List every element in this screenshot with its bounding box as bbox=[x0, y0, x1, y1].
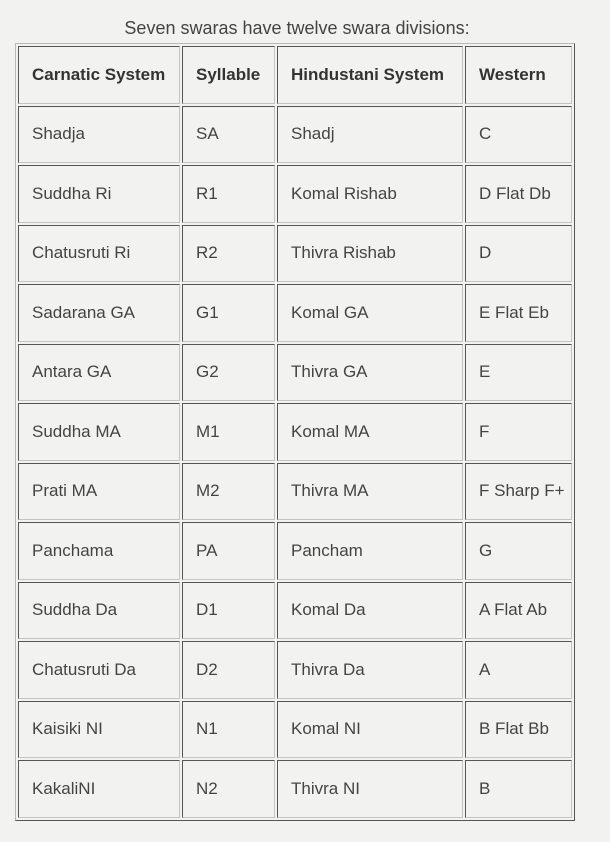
carnatic-cell: Chatusruti Ri bbox=[18, 225, 180, 283]
carnatic-cell: Panchama bbox=[18, 522, 180, 580]
western-cell: B bbox=[465, 760, 572, 818]
hindustani-cell: Pancham bbox=[277, 522, 463, 580]
table-row bbox=[18, 284, 572, 342]
hindustani-cell: Thivra Rishab bbox=[277, 225, 463, 283]
hindustani-cell: Thivra MA bbox=[277, 463, 463, 521]
table-body bbox=[18, 106, 572, 818]
swara-table bbox=[16, 44, 574, 820]
header-syllable: Syllable bbox=[182, 46, 275, 104]
syllable-cell: N2 bbox=[182, 760, 275, 818]
table-row bbox=[18, 522, 572, 580]
carnatic-cell: Suddha Ri bbox=[18, 165, 180, 223]
western-cell: C bbox=[465, 106, 572, 164]
syllable-cell: D2 bbox=[182, 641, 275, 699]
syllable-cell: M1 bbox=[182, 403, 275, 461]
header-carnatic-system: Carnatic System bbox=[18, 46, 180, 104]
western-cell: F bbox=[465, 403, 572, 461]
table-row bbox=[18, 701, 572, 759]
hindustani-cell: Thivra GA bbox=[277, 344, 463, 402]
table-row bbox=[18, 344, 572, 402]
table-row bbox=[18, 106, 572, 164]
carnatic-cell: Shadja bbox=[18, 106, 180, 164]
table-row bbox=[18, 463, 572, 521]
hindustani-cell: Shadj bbox=[277, 106, 463, 164]
header-western: Western bbox=[465, 46, 572, 104]
syllable-cell: R2 bbox=[182, 225, 275, 283]
table-row bbox=[18, 582, 572, 640]
hindustani-cell: Komal GA bbox=[277, 284, 463, 342]
swara-table-container bbox=[15, 43, 575, 821]
western-cell: B Flat Bb bbox=[465, 701, 572, 759]
hindustani-cell: Thivra Da bbox=[277, 641, 463, 699]
hindustani-cell: Komal Rishab bbox=[277, 165, 463, 223]
hindustani-cell: Komal NI bbox=[277, 701, 463, 759]
carnatic-cell: Sadarana GA bbox=[18, 284, 180, 342]
syllable-cell: G2 bbox=[182, 344, 275, 402]
syllable-cell: PA bbox=[182, 522, 275, 580]
carnatic-cell: Prati MA bbox=[18, 463, 180, 521]
table-row bbox=[18, 403, 572, 461]
hindustani-cell: Komal MA bbox=[277, 403, 463, 461]
western-cell: E bbox=[465, 344, 572, 402]
table-row bbox=[18, 760, 572, 818]
carnatic-cell: Suddha MA bbox=[18, 403, 180, 461]
hindustani-cell: Thivra NI bbox=[277, 760, 463, 818]
syllable-cell: SA bbox=[182, 106, 275, 164]
table-row bbox=[18, 641, 572, 699]
carnatic-cell: Antara GA bbox=[18, 344, 180, 402]
table-header-row bbox=[18, 46, 572, 104]
syllable-cell: M2 bbox=[182, 463, 275, 521]
carnatic-cell: Chatusruti Da bbox=[18, 641, 180, 699]
table-row bbox=[18, 225, 572, 283]
western-cell: F Sharp F+ bbox=[465, 463, 572, 521]
carnatic-cell: Suddha Da bbox=[18, 582, 180, 640]
western-cell: E Flat Eb bbox=[465, 284, 572, 342]
western-cell: A Flat Ab bbox=[465, 582, 572, 640]
header-hindustani-system: Hindustani System bbox=[277, 46, 463, 104]
syllable-cell: R1 bbox=[182, 165, 275, 223]
western-cell: A bbox=[465, 641, 572, 699]
syllable-cell: N1 bbox=[182, 701, 275, 759]
western-cell: G bbox=[465, 522, 572, 580]
hindustani-cell: Komal Da bbox=[277, 582, 463, 640]
syllable-cell: G1 bbox=[182, 284, 275, 342]
table-caption: Seven swaras have twelve swara divisions: bbox=[124, 18, 470, 38]
carnatic-cell: Kaisiki NI bbox=[18, 701, 180, 759]
table-row bbox=[18, 165, 572, 223]
western-cell: D Flat Db bbox=[465, 165, 572, 223]
syllable-cell: D1 bbox=[182, 582, 275, 640]
western-cell: D bbox=[465, 225, 572, 283]
carnatic-cell: KakaliNI bbox=[18, 760, 180, 818]
